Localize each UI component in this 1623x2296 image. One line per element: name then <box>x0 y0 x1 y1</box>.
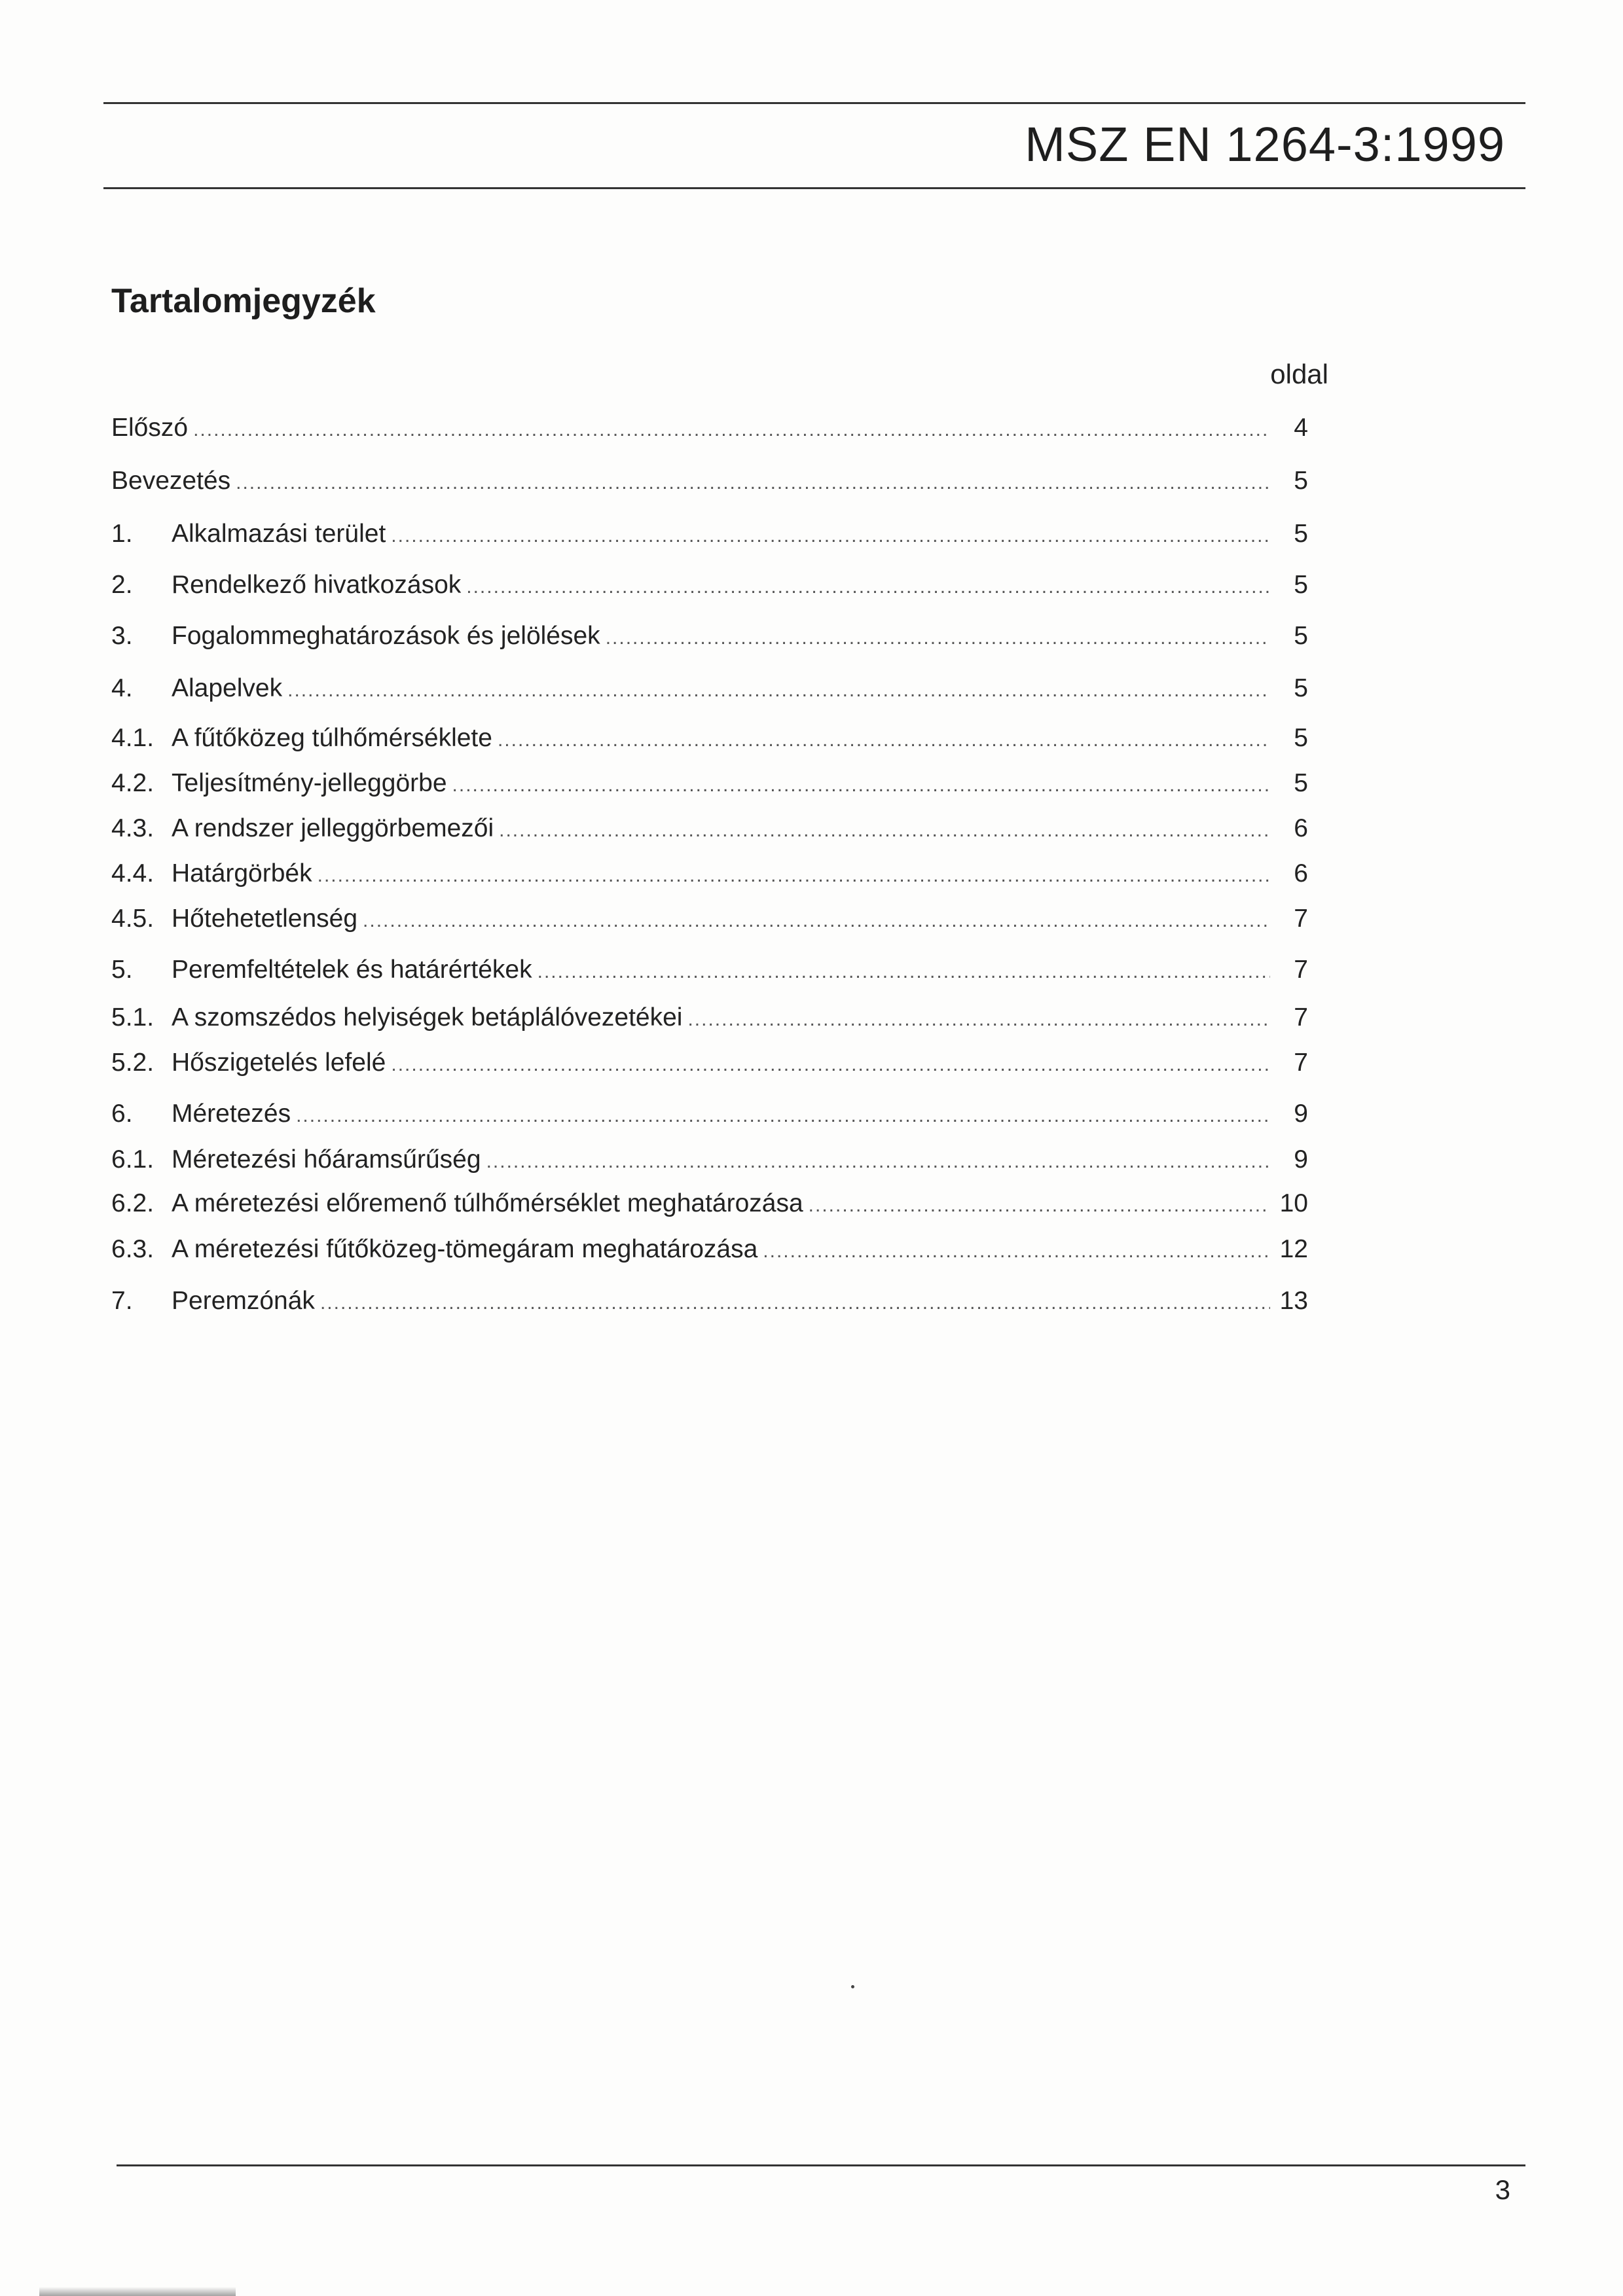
page-column-label: oldal <box>1270 359 1328 389</box>
toc-dot-leader <box>236 472 1270 494</box>
toc-dot-leader <box>499 819 1270 842</box>
toc-entry-number: 4.1. <box>111 724 155 752</box>
header-rule-bottom <box>103 187 1525 189</box>
toc-entry-number: 5.2. <box>111 1049 155 1077</box>
toc-title: Tartalomjegyzék <box>111 282 376 320</box>
toc-entry-number: 4. <box>111 674 133 702</box>
toc-entry-page: 7 <box>1294 956 1308 984</box>
toc-entry-number: 1. <box>111 520 133 548</box>
toc-dot-leader <box>538 961 1270 983</box>
toc-entry-number: 6.3. <box>111 1235 155 1263</box>
toc-dot-leader <box>296 1105 1270 1127</box>
toc-entry-page: 7 <box>1294 905 1308 933</box>
header-rule-top <box>103 102 1525 104</box>
toc-entry-number: 6.2. <box>111 1189 155 1217</box>
toc-entry-page: 5 <box>1294 520 1308 548</box>
toc-entry-title: A rendszer jelleggörbemezői <box>172 814 494 842</box>
toc-entry-title: Határgörbék <box>172 859 312 888</box>
toc-entry <box>111 1049 1308 1085</box>
toc-entry-title: A méretezési fűtőközeg-tömegáram meghatározása <box>172 1235 758 1263</box>
toc-dot-leader <box>391 1054 1270 1076</box>
toc-entry <box>111 622 1308 658</box>
toc-dot-leader <box>391 525 1270 547</box>
toc-entry-number: 6.1. <box>111 1145 155 1174</box>
toc-entry-title: Rendelkező hivatkozások <box>172 571 462 599</box>
toc-dot-leader <box>287 679 1270 702</box>
toc-entry <box>111 571 1308 607</box>
toc-dot-leader <box>498 729 1270 751</box>
toc-dot-leader <box>606 627 1270 649</box>
footer-rule <box>117 2164 1525 2166</box>
toc-entry-page: 9 <box>1294 1145 1308 1174</box>
toc-entry-page: 5 <box>1294 571 1308 599</box>
toc-entry <box>111 1287 1308 1323</box>
toc-entry-number: 4.2. <box>111 769 155 797</box>
toc-entry <box>111 1003 1308 1040</box>
toc-entry-number: 2. <box>111 571 133 599</box>
toc-entry-page: 6 <box>1294 814 1308 842</box>
toc-entry-page: 5 <box>1294 467 1308 495</box>
toc-entry-title: A szomszédos helyiségek betáplálóvezetékei <box>172 1003 683 1031</box>
toc-entry <box>111 520 1308 556</box>
toc-entry <box>111 467 1308 503</box>
toc-entry-page: 4 <box>1294 414 1308 442</box>
toc-entry-page: 7 <box>1294 1049 1308 1077</box>
toc-entry-page: 5 <box>1294 769 1308 797</box>
toc-dot-leader <box>809 1194 1270 1217</box>
toc-entry-number: 4.4. <box>111 859 155 888</box>
toc-entry-title: Teljesítmény-jelleggörbe <box>172 769 447 797</box>
toc-entry-page: 6 <box>1294 859 1308 888</box>
toc-entry <box>111 814 1308 851</box>
toc-dot-leader <box>687 1009 1270 1031</box>
toc-entry-title: A fűtőközeg túlhőmérséklete <box>172 724 492 752</box>
toc-entry-title: Hőszigetelés lefelé <box>172 1049 386 1077</box>
toc-entry <box>111 1189 1308 1226</box>
toc-entry <box>111 1145 1308 1182</box>
toc-entry-title: Méretezés <box>172 1100 291 1128</box>
toc-entry-title: A méretezési előremenő túlhőmérséklet meghatározása <box>172 1189 803 1217</box>
toc-entry <box>111 956 1308 992</box>
toc-dot-leader <box>193 419 1270 441</box>
document-identifier: MSZ EN 1264-3:1999 <box>1025 117 1505 171</box>
toc-entry-page: 10 <box>1279 1189 1308 1217</box>
toc-entry <box>111 414 1308 450</box>
toc-entry-title: Peremfeltételek és határértékek <box>172 956 532 984</box>
toc-dot-leader <box>318 865 1270 887</box>
toc-entry-number: 4.5. <box>111 905 155 933</box>
toc-entry <box>111 1235 1308 1272</box>
toc-entry-number: 6. <box>111 1100 133 1128</box>
toc-entry <box>111 674 1308 711</box>
toc-entry-page: 5 <box>1294 622 1308 650</box>
toc-entry-title: Hőtehetetlenség <box>172 905 358 933</box>
toc-entry-page: 9 <box>1294 1100 1308 1128</box>
toc-entry <box>111 1100 1308 1136</box>
toc-entry <box>111 859 1308 896</box>
toc-entry-number: 5. <box>111 956 133 984</box>
toc-dot-leader <box>320 1292 1270 1314</box>
page-number: 3 <box>1495 2174 1510 2205</box>
toc-dot-leader <box>486 1151 1270 1173</box>
toc-entry-page: 7 <box>1294 1003 1308 1031</box>
toc-entry-number: 5.1. <box>111 1003 155 1031</box>
toc-entry <box>111 769 1308 806</box>
toc-entry-title: Méretezési hőáramsűrűség <box>172 1145 481 1174</box>
toc-entry-title: Alkalmazási terület <box>172 520 386 548</box>
toc-entry <box>111 724 1308 761</box>
toc-entry-page: 5 <box>1294 674 1308 702</box>
toc-entry-title: Peremzónák <box>172 1287 315 1315</box>
scan-edge-shadow <box>39 2287 236 2296</box>
toc-dot-leader <box>466 576 1270 598</box>
toc-entry-number: 3. <box>111 622 133 650</box>
toc-entry-title: Előszó <box>111 414 189 442</box>
toc-entry-page: 13 <box>1279 1287 1308 1315</box>
toc-entry-title: Alapelvek <box>172 674 283 702</box>
toc-entry-number: 4.3. <box>111 814 155 842</box>
toc-dot-leader <box>763 1240 1270 1263</box>
toc-entry-page: 12 <box>1279 1235 1308 1263</box>
toc-entry-title: Fogalommeghatározások és jelölések <box>172 622 600 650</box>
toc-entry-page: 5 <box>1294 724 1308 752</box>
toc-dot-leader <box>452 774 1270 797</box>
toc-entry-number: 7. <box>111 1287 133 1315</box>
toc-dot-leader <box>363 910 1270 932</box>
toc-entry-title: Bevezetés <box>111 467 231 495</box>
toc-entry <box>111 905 1308 941</box>
scan-speck <box>851 1985 854 1988</box>
